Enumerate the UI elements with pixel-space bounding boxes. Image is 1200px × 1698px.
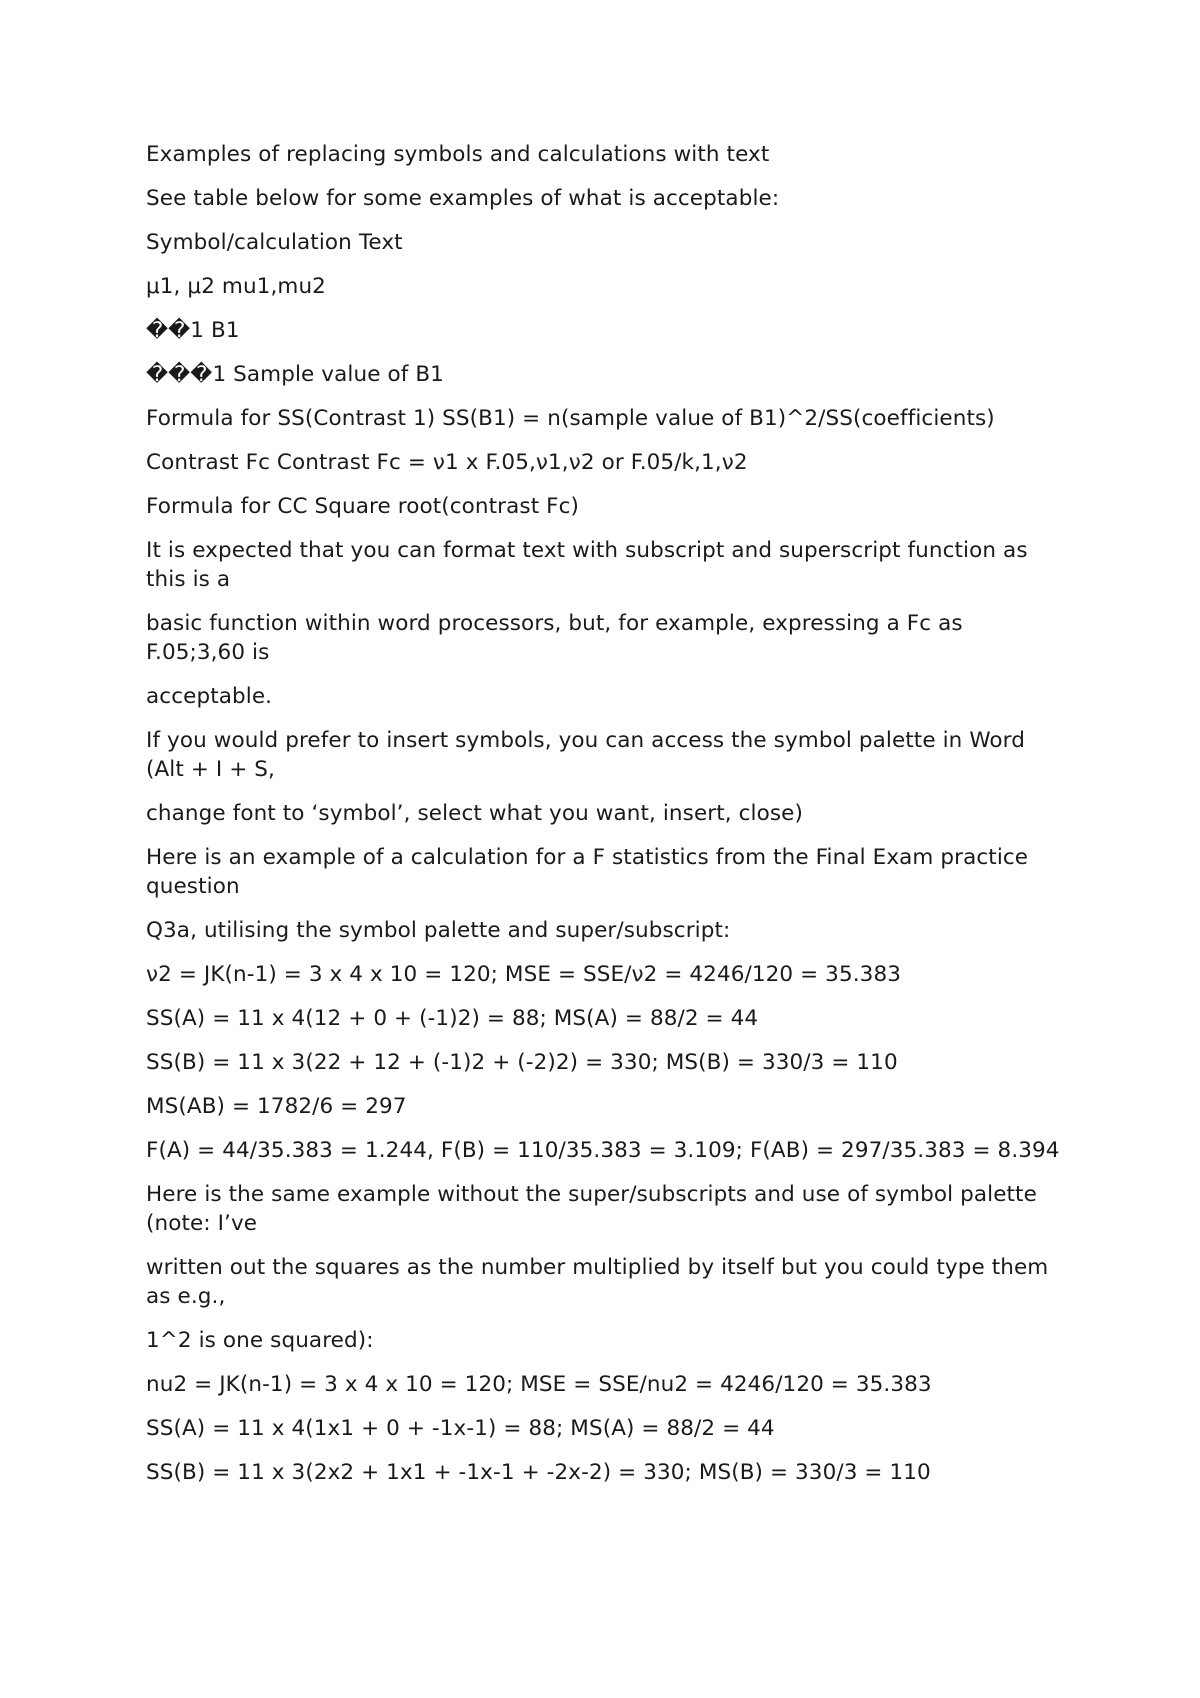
calculation-line: MS(AB) = 1782/6 = 297 <box>146 1094 407 1119</box>
paragraph-heading: Examples of replacing symbols and calculations with text <box>146 142 770 167</box>
table-row: Formula for CC Square root(contrast Fc) <box>146 494 580 519</box>
paragraph: acceptable. <box>146 684 273 709</box>
calculation-line: SS(B) = 11 x 3(2x2 + 1x1 + -1x-1 + -2x-2) = 330; MS(B) = 330/3 = 110 <box>146 1460 931 1485</box>
table-row: ���1 Sample value of B1 <box>146 362 444 387</box>
paragraph: change font to ‘symbol’, select what you want, insert, close) <box>146 801 803 826</box>
table-row: μ1, μ2 mu1,mu2 <box>146 274 326 299</box>
table-row: Formula for SS(Contrast 1) SS(B1) = n(sample value of B1)^2/SS(coefficients) <box>146 406 995 431</box>
table-row: ��1 B1 <box>146 318 240 343</box>
calculation-line: SS(B) = 11 x 3(22 + 12 + (-1)2 + (-2)2) = 330; MS(B) = 330/3 = 110 <box>146 1050 898 1075</box>
paragraph: basic function within word processors, but, for example, expressing a Fc as F.05;3,60 is <box>146 611 963 665</box>
table-header-row: Symbol/calculation Text <box>146 230 403 255</box>
calculation-line: SS(A) = 11 x 4(12 + 0 + (-1)2) = 88; MS(A) = 88/2 = 44 <box>146 1006 759 1031</box>
calculation-line: ν2 = JK(n-1) = 3 x 4 x 10 = 120; MSE = SSE/ν2 = 4246/120 = 35.383 <box>146 962 901 987</box>
paragraph: Q3a, utilising the symbol palette and super/subscript: <box>146 918 731 943</box>
table-row: Contrast Fc Contrast Fc = ν1 x F.05,ν1,ν2 or F.05/k,1,ν2 <box>146 450 748 475</box>
paragraph: If you would prefer to insert symbols, you can access the symbol palette in Word (Alt + I + S, <box>146 728 1025 782</box>
paragraph: See table below for some examples of what is acceptable: <box>146 186 780 211</box>
paragraph: written out the squares as the number multiplied by itself but you could type them as e.g., <box>146 1255 1049 1309</box>
calculation-line: SS(A) = 11 x 4(1x1 + 0 + -1x-1) = 88; MS(A) = 88/2 = 44 <box>146 1416 775 1441</box>
document-body <box>146 140 1066 1502</box>
paragraph: It is expected that you can format text with subscript and superscript function as this is a <box>146 538 1028 592</box>
paragraph: 1^2 is one squared): <box>146 1328 374 1353</box>
calculation-line: F(A) = 44/35.383 = 1.244, F(B) = 110/35.383 = 3.109; F(AB) = 297/35.383 = 8.394 <box>146 1138 1060 1163</box>
paragraph: Here is the same example without the super/subscripts and use of symbol palette (note: I’ve <box>146 1182 1037 1236</box>
paragraph: Here is an example of a calculation for a F statistics from the Final Exam practice question <box>146 845 1029 899</box>
calculation-line: nu2 = JK(n-1) = 3 x 4 x 10 = 120; MSE = SSE/nu2 = 4246/120 = 35.383 <box>146 1372 932 1397</box>
